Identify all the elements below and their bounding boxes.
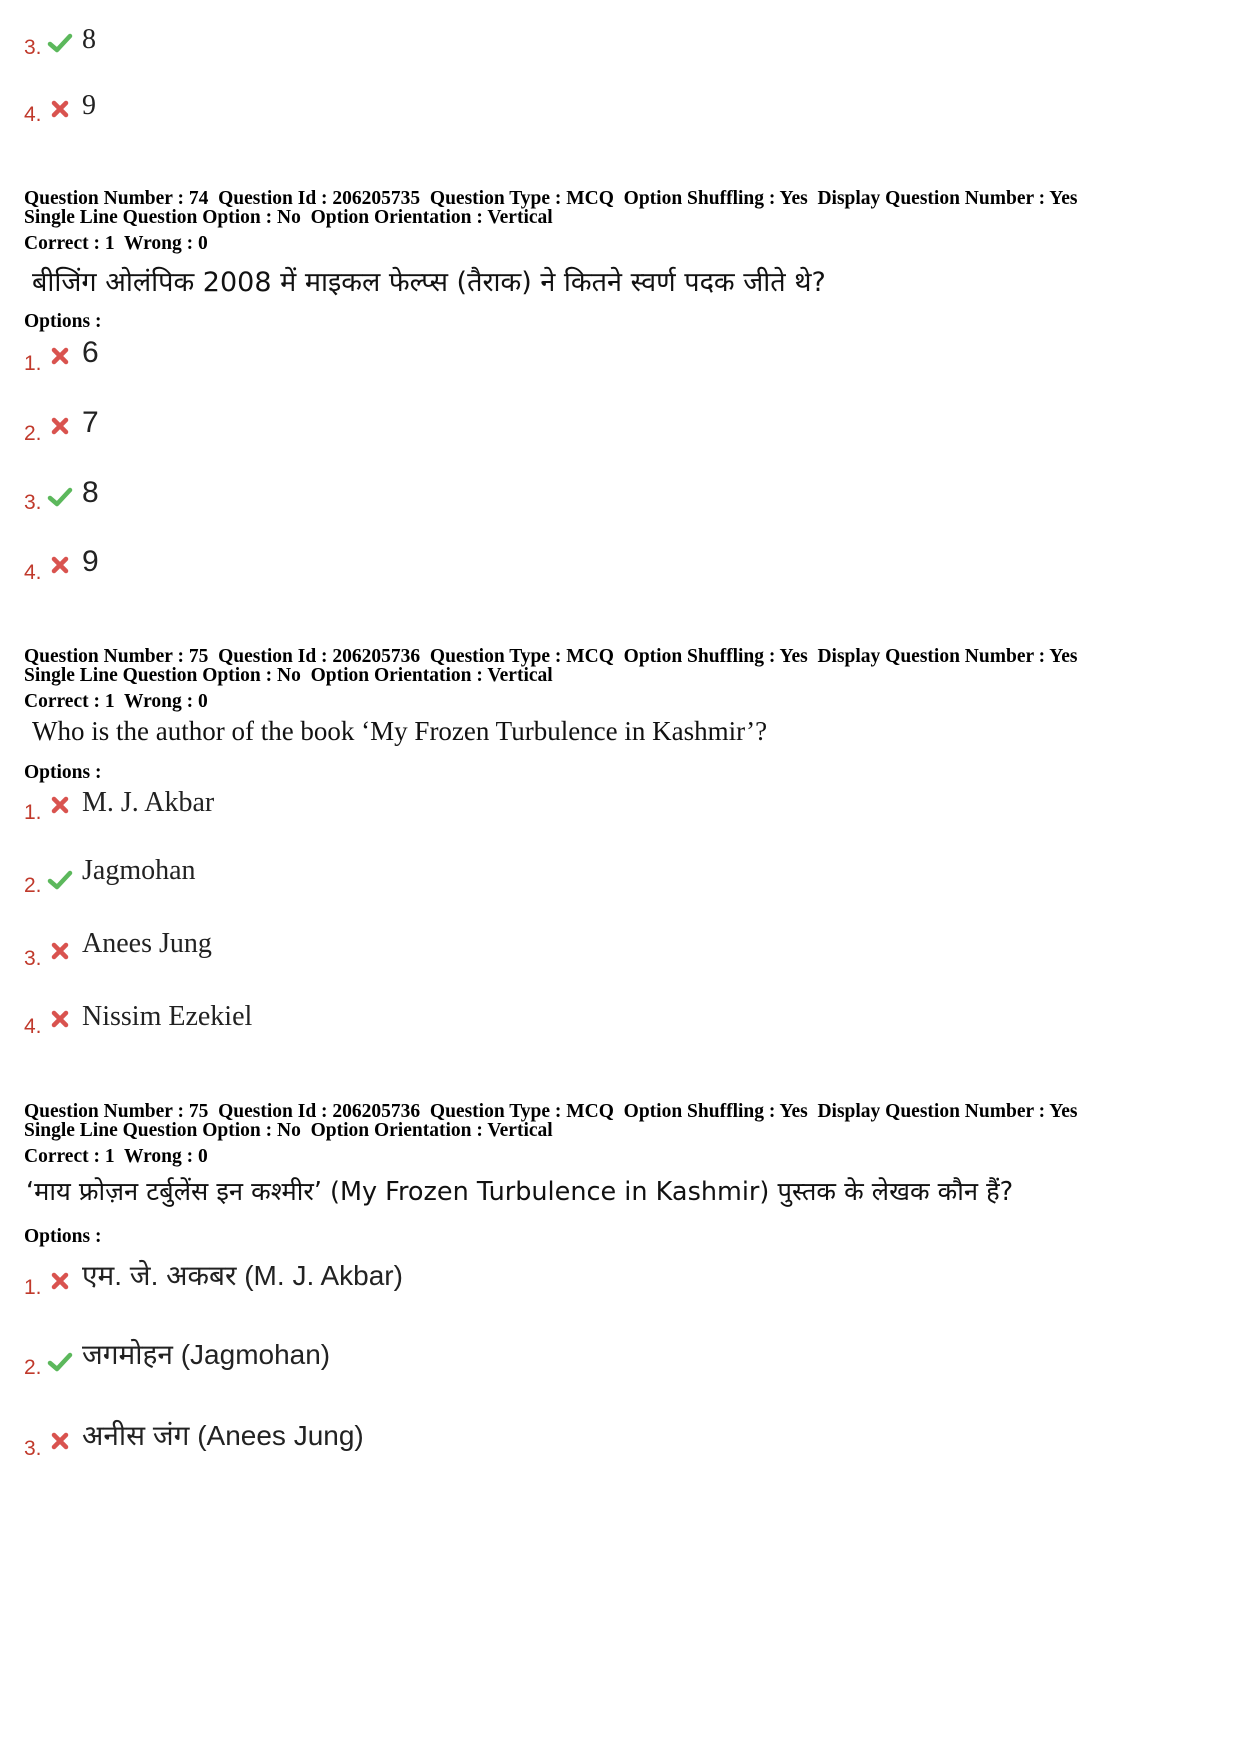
question-score: Correct : 1 Wrong : 0	[24, 691, 208, 712]
option-text: 9	[82, 545, 99, 578]
option-text: M. J. Akbar	[82, 787, 215, 818]
wrong-cross-icon	[47, 938, 73, 964]
question-text: बीजिंग ओलंपिक 2008 में माइकल फेल्प्स (तैराक) ने कितने स्वर्ण पदक जीते थे?	[32, 267, 826, 298]
options-label: Options :	[24, 1226, 102, 1247]
option-number: 2.	[24, 874, 42, 897]
option-text: Jagmohan	[82, 855, 196, 886]
question-meta-line1: Question Number : 75 Question Id : 206205736 Question Type : MCQ Option Shuffling : Yes Display Question Number : Yes	[24, 1101, 1078, 1122]
wrong-cross-icon	[47, 792, 73, 818]
correct-check-icon	[47, 484, 73, 510]
option-number: 1.	[24, 352, 42, 375]
option-number: 3.	[24, 1437, 42, 1460]
option-number: 3.	[24, 491, 42, 514]
wrong-cross-icon	[47, 1428, 73, 1454]
wrong-cross-icon	[47, 1006, 73, 1032]
question-meta-line2: Single Line Question Option : No Option Orientation : Vertical	[24, 665, 553, 686]
question-meta-line2: Single Line Question Option : No Option Orientation : Vertical	[24, 1120, 553, 1141]
correct-check-icon	[47, 867, 73, 893]
option-number: 4.	[24, 561, 42, 584]
question-text: ‘माय फ्रोज़न टर्बुलेंस इन कश्मीर’ (My Frozen Turbulence in Kashmir) पुस्तक के लेखक कौन हैं?	[26, 1177, 1014, 1207]
option-number: 4.	[24, 1015, 42, 1038]
option-text: 6	[82, 336, 99, 369]
option-text: Nissim Ezekiel	[82, 1001, 253, 1032]
option-text: 7	[82, 406, 99, 439]
question-meta-line2: Single Line Question Option : No Option Orientation : Vertical	[24, 207, 553, 228]
wrong-cross-icon	[47, 1268, 73, 1294]
option-text: 8	[82, 24, 96, 55]
question-score: Correct : 1 Wrong : 0	[24, 233, 208, 254]
option-text: अनीस जंग (Anees Jung)	[82, 1420, 364, 1451]
wrong-cross-icon	[47, 552, 73, 578]
option-number: 1.	[24, 1276, 42, 1299]
option-number: 1.	[24, 801, 42, 824]
wrong-cross-icon	[47, 96, 73, 122]
options-label: Options :	[24, 762, 102, 783]
option-text: जगमोहन (Jagmohan)	[82, 1339, 331, 1370]
wrong-cross-icon	[47, 343, 73, 369]
option-text: 9	[82, 90, 96, 121]
question-text: Who is the author of the book ‘My Frozen Turbulence in Kashmir’?	[32, 716, 768, 746]
option-text: Anees Jung	[82, 928, 212, 959]
wrong-cross-icon	[47, 413, 73, 439]
option-number: 4.	[24, 103, 42, 126]
option-number: 2.	[24, 1356, 42, 1379]
option-text: एम. जे. अकबर (M. J. Akbar)	[82, 1260, 403, 1291]
question-meta-line1: Question Number : 75 Question Id : 206205736 Question Type : MCQ Option Shuffling : Yes Display Question Number : Yes	[24, 646, 1078, 667]
option-number: 3.	[24, 36, 42, 59]
correct-check-icon	[47, 1349, 73, 1375]
question-score: Correct : 1 Wrong : 0	[24, 1146, 208, 1167]
option-text: 8	[82, 476, 99, 509]
option-number: 2.	[24, 422, 42, 445]
question-meta-line1: Question Number : 74 Question Id : 206205735 Question Type : MCQ Option Shuffling : Yes Display Question Number : Yes	[24, 188, 1078, 209]
correct-check-icon	[47, 30, 73, 56]
options-label: Options :	[24, 311, 102, 332]
option-number: 3.	[24, 947, 42, 970]
